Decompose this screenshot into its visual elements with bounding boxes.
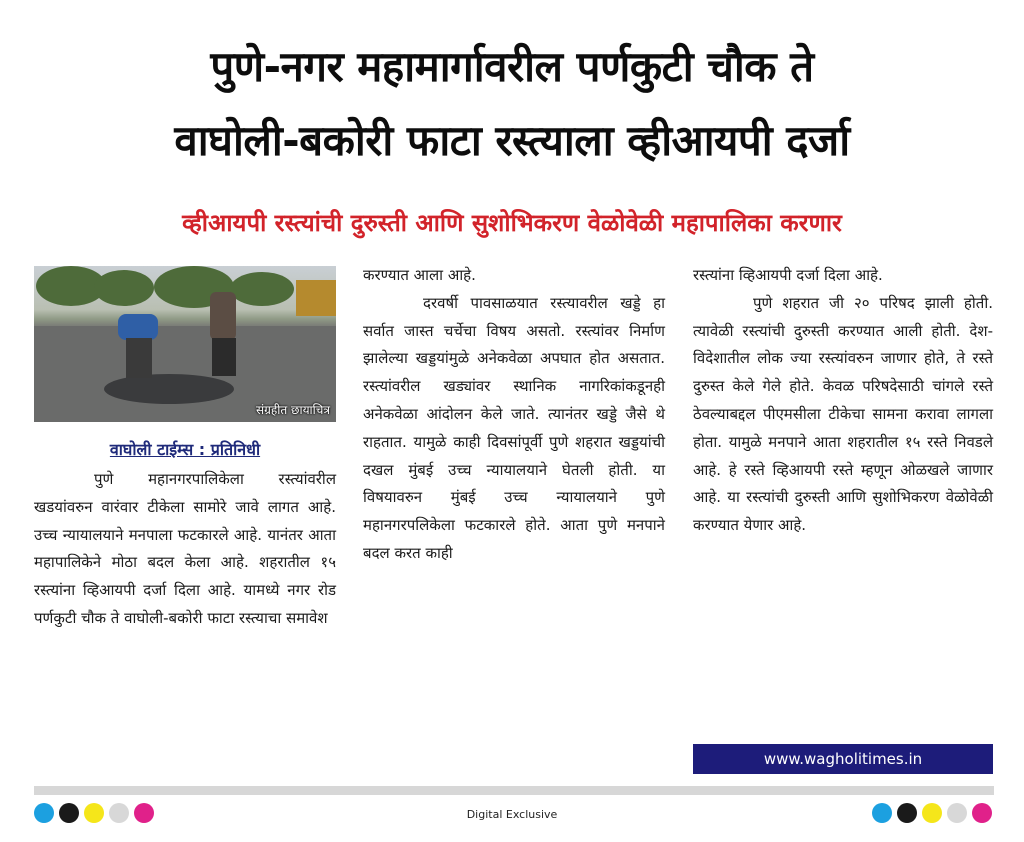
gravel-shape [104,374,234,404]
article-paragraph: करण्यात आला आहे. [363,266,476,284]
road-repair-photo [34,266,336,422]
byline-text: वाघोली टाईम्स : प्रतिनिधी [109,440,261,459]
article-paragraph: पुणे महानगरपालिकेला रस्त्यांवरील खडयांवरुन वारंवार टीकेला सामोरे जावे लागत आहे. उच्च न्यायालयाने मनपाला फटकारले आहे. यानंतर आता महापालिकेने मोठा बदल केला आहे. शहरातील १५ रस्त्यांना व्हिआयपी दर्जा दिला आहे. यामध्ये नगर रोड पर्णकुटी चौक ते वाघोली-बकोरी फाटा रस्त्याचा समावेश [34,470,336,627]
article-column-2 [363,262,665,568]
article-paragraph: रस्त्यांना व्हिआयपी दर्जा दिला आहे. [693,266,883,284]
worker-shape [210,292,236,340]
website-link[interactable]: www.wagholitimes.in [693,744,993,774]
article-column-1 [34,466,336,633]
footer-label: Digital Exclusive [466,808,558,821]
photo-caption: संग्रहीत छायाचित्र [256,403,330,417]
headline-line-1: पुणे-नगर महामार्गावरील पर्णकुटी चौक ते [210,42,814,91]
article-paragraph: दरवर्षी पावसाळयात रस्त्यावरील खड्डे हा सर्वात जास्त चर्चेचा विषय असतो. रस्त्यांवर निर्माण झालेल्या खड्डयांमुळे अनेकवेळा अपघात होत असतात. रस्त्यांवरील खड्यांवर स्थानिक नागरिकांकडूनही अनेकवेळा आंदोलन केले जाते. त्यानंतर खड्डे जैसे थे राहतात. यामुळे काही दिवसांपूर्वी पुणे शहरात खड्डयांची दखल मुंबई उच्च न्यायालयाने घेतली होती. या विषयावरुन मुंबई उच्च न्यायालयाने पुणे महानगरपलिकेला फटकारले होते. आता पुणे मनपाने बदल करत काही [363,293,665,562]
truck-shape [296,280,336,316]
article-paragraph: पुणे शहरात जी २० परिषद झाली होती. त्यावेळी रस्त्यांची दुरुस्ती करण्यात आली होती. देश-विदेशातील लोक ज्या रस्त्यांवरुन जाणार होते, ते रस्ते दुरुस्त केले गेले होते. केवळ परिषदेसाठी चांगले रस्ते ठेवल्याबद्दल पीएमसीला टीकेचा सामना करावा लागला होता. यामुळे मनपाने आता शहरातील १५ रस्ते निवडले आहे. हे रस्ते व्हिआयपी रस्ते म्हणून ओळखले जाणार आहे. या रस्त्यांची दुरुस्ती आणि सुशोभिकरण वेळोवेळी करण्यात येणार आहे. [693,293,993,535]
headline-line-2: वाघोली-बकोरी फाटा रस्त्याला व्हीआयपी दर्जा [174,116,850,165]
byline [34,438,336,460]
footer-divider [34,786,994,795]
article-column-3 [693,262,993,540]
worker-shape [118,314,158,340]
subheadline: व्हीआयपी रस्त्यांची दुरुस्ती आणि सुशोभिकरण वेळोवेळी महापालिका करणार [182,209,842,237]
